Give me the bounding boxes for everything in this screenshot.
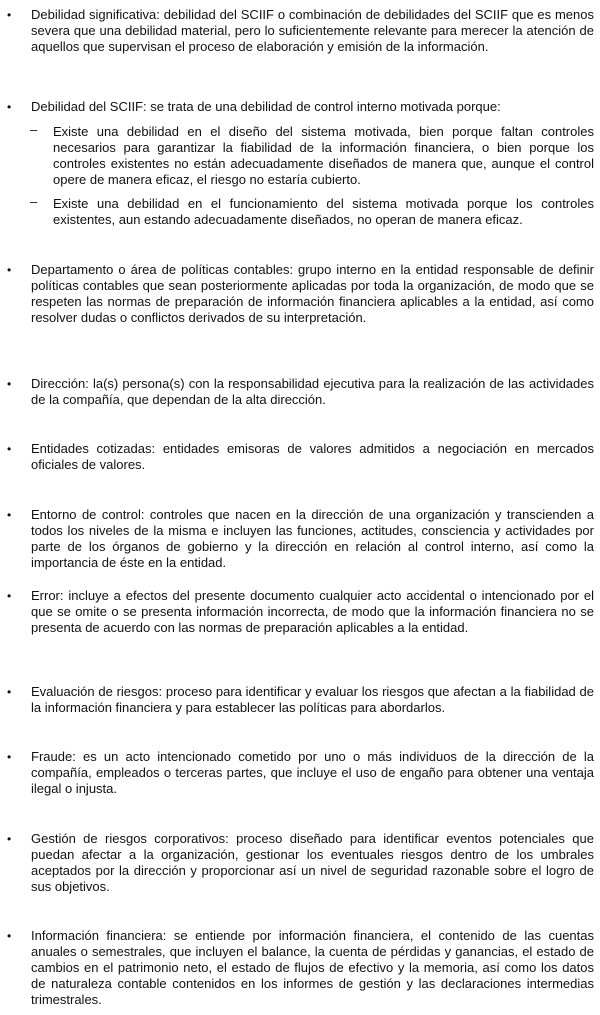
glossary-subitem-text: Existe una debilidad en el diseño del sistema motivada, bien porque faltan controles necesarios para garantizar la fiabilidad de la información financiera, o bien porque los controles existentes no están adecuadamente diseñados de manera que, aunque el control opere de manera eficaz, el riesgo no estaría cubierto.	[53, 124, 594, 187]
glossary-item-text: Fraude: es un acto intencionado cometido por uno o más individuos de la dirección de la compañía, empleados o terceras partes, que incluye el uso de engaño para obtener una ventaja ilegal o injusta.	[31, 749, 594, 796]
glossary-item-text: Información financiera: se entiende por información financiera, el contenido de las cuentas anuales o semestrales, que incluyen el balance, la cuenta de pérdidas y ganancias, el estado de cambios en el patrimonio neto, el estado de flujos de efectivo y la memoria, así como los datos de naturaleza contable contenidos en los informes de gestión y las declaraciones intermedias trimestrales.	[31, 928, 594, 1007]
bullet-icon: •	[7, 377, 12, 391]
glossary-item-text: Entorno de control: controles que nacen en la dirección de una organización y transcienden a todos los niveles de la misma e incluyen las funciones, actitudes, consciencia y actividades por parte de los órganos de gobierno y la dirección en relación al control interno, así como la importancia de éste en la entidad.	[31, 507, 594, 570]
bullet-icon: •	[7, 750, 12, 764]
bullet-icon: •	[7, 589, 12, 603]
bullet-icon: •	[7, 442, 12, 456]
bullet-icon: •	[7, 929, 12, 943]
glossary-item-text: Debilidad del SCIIF: se trata de una debilidad de control interno motivada porque:	[31, 99, 501, 114]
glossary-item-text: Entidades cotizadas: entidades emisoras de valores admitidos a negociación en mercados oficiales de valores.	[31, 441, 594, 472]
bullet-icon: •	[7, 263, 12, 277]
bullet-icon: •	[7, 685, 12, 699]
glossary-item-text: Departamento o área de políticas contables: grupo interno en la entidad responsable de definir políticas contables que sean posteriormente aplicadas por toda la organización, de modo que se respeten las normas de preparación de información financiera aplicables a la entidad, así como resolver dudas o conflictos derivados de su interpretación.	[31, 262, 594, 325]
bullet-icon: •	[7, 832, 12, 846]
glossary-subitem-text: Existe una debilidad en el funcionamiento del sistema motivada porque los controles existentes, aun estando adecuadamente diseñados, no operan de manera eficaz.	[53, 196, 594, 227]
bullet-icon: •	[7, 100, 12, 114]
glossary-item-text: Debilidad significativa: debilidad del SCIIF o combinación de debilidades del SCIIF que es menos severa que una debilidad material, pero lo suficientemente relevante para merecer la atención de aquellos que supervisan el proceso de elaboración y emisión de la información.	[31, 7, 594, 54]
dash-icon: –	[30, 122, 38, 137]
glossary-item-text: Gestión de riesgos corporativos: proceso diseñado para identificar eventos potenciales que puedan afectar a la organización, gestionar los eventuales riesgos dentro de los umbrales aceptados por la dirección y proporcionar así un nivel de seguridad razonable sobre el logro de sus objetivos.	[31, 831, 594, 894]
bullet-icon: •	[7, 8, 12, 22]
bullet-icon: •	[7, 508, 12, 522]
glossary-item-text: Evaluación de riesgos: proceso para identificar y evaluar los riesgos que afectan a la fiabilidad de la información financiera y para establecer las políticas para abordarlos.	[31, 684, 594, 715]
glossary-item-text: Dirección: la(s) persona(s) con la responsabilidad ejecutiva para la realización de las actividades de la compañía, que dependan de la alta dirección.	[31, 376, 594, 407]
glossary-item-text: Error: incluye a efectos del presente documento cualquier acto accidental o intencionado por el que se omite o se presenta información incorrecta, de modo que la información financiera no se presenta de acuerdo con las normas de preparación aplicables a la entidad.	[31, 588, 594, 635]
dash-icon: –	[30, 194, 38, 209]
